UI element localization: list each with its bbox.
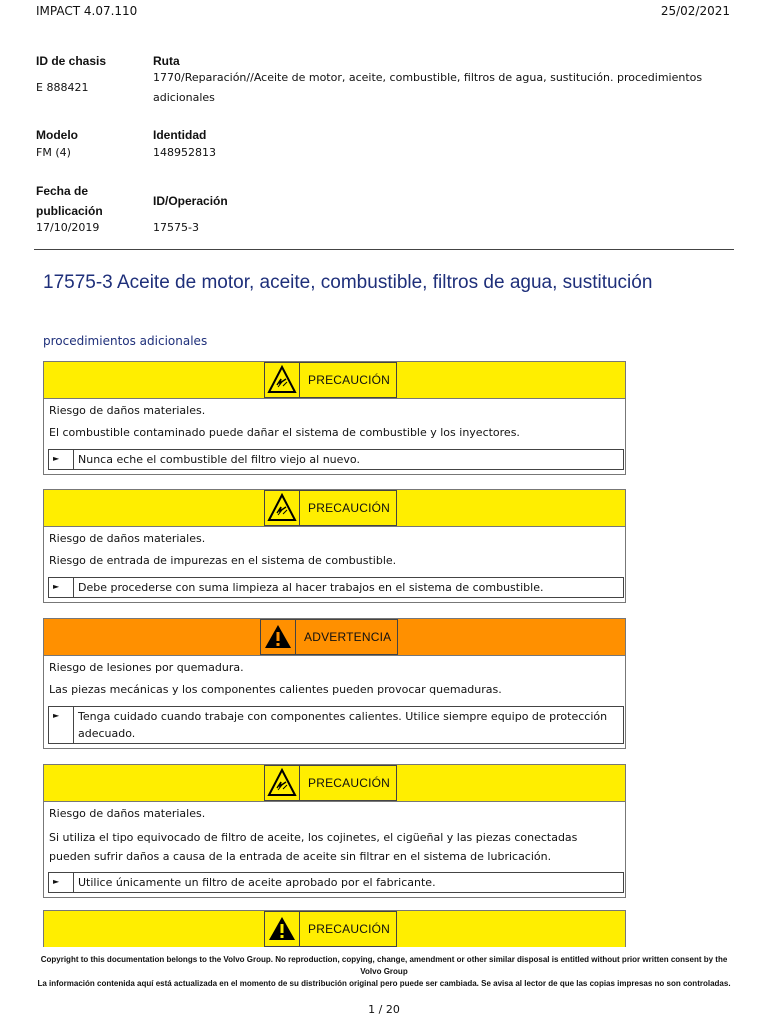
electrical-hazard-icon [265,491,300,525]
bullet-arrow-icon: ► [49,707,74,743]
caution-notice-4 [43,910,626,947]
notice-type: PRECAUCIÓN [308,501,391,515]
exclamation-warning-icon [261,620,296,654]
electrical-hazard-icon [265,363,300,397]
warning-notice [43,618,626,749]
electrical-hazard-icon [265,766,300,800]
bullet-arrow-icon: ► [49,578,74,597]
notice-detail: El combustible contaminado puede dañar el sistema de combustible y los inyectores. [49,426,520,439]
app-version: IMPACT 4.07.110 [36,4,138,18]
notice-step-text: Debe procederse con suma limpieza al hacer trabajos en el sistema de combustible. [78,581,544,594]
page-subtitle: procedimientos adicionales [43,334,208,348]
exclamation-warning-icon [265,912,300,946]
notice-step [48,449,624,470]
notice-step-text: Tenga cuidado cuando trabaje con componentes calientes. Utilice siempre equipo de protección adecuado. [78,710,608,740]
chassis-label: ID de chasis [36,54,107,68]
model-label: Modelo [36,128,78,142]
caution-notice-2 [43,489,626,603]
op-value: 17575-3 [153,221,199,234]
notice-step [48,872,624,893]
notice-step-text: Nunca eche el combustible del filtro viejo al nuevo. [78,453,360,466]
notice-type: PRECAUCIÓN [308,776,391,790]
notice-step [48,577,624,598]
caution-notice-3 [43,764,626,898]
page-number: 1 / 20 [368,1003,400,1016]
bullet-arrow-icon: ► [49,873,74,892]
pub-value: 17/10/2019 [36,221,100,234]
route-label: Ruta [153,54,180,68]
notice-detail: Riesgo de entrada de impurezas en el sistema de combustible. [49,554,397,567]
notice-type: PRECAUCIÓN [308,922,391,936]
model-value: FM (4) [36,146,71,159]
notice-detail: Si utiliza el tipo equivocado de filtro de aceite, los cojinetes, el cigüeñal y las piezas conectadas pueden sufrir daños a causa de la entrada de aceite sin filtrar en el sistema de lubricación. [49,831,578,863]
chassis-value: E 888421 [36,81,89,94]
notice-step-text: Utilice únicamente un filtro de aceite aprobado por el fabricante. [78,876,436,889]
print-date: 25/02/2021 [660,4,730,18]
notice-header [44,911,625,947]
notice-detail: Las piezas mecánicas y los componentes calientes pueden provocar quemaduras. [49,683,502,696]
notice-header [44,765,625,802]
copyright-notice: Copyright to this documentation belongs to the Volvo Group. No reproduction, copying, change, amendment or other similar disposal is entitled without prior written consent by the Volvo Group [30,954,738,978]
route-value: 1770/Reparación//Aceite de motor, aceite, combustible, filtros de agua, sustitución. procedimientos adicionales [153,71,703,104]
pub-label-1: Fecha de [36,184,89,198]
notice-risk: Riesgo de daños materiales. [49,532,206,545]
page-title: 17575-3 Aceite de motor, aceite, combustible, filtros de agua, sustitución [43,272,653,293]
notice-step [48,706,624,744]
identity-label: Identidad [153,128,207,142]
op-label: ID/Operación [153,194,228,208]
notice-risk: Riesgo de daños materiales. [49,807,206,820]
identity-value: 148952813 [153,146,216,159]
notice-type: PRECAUCIÓN [308,373,391,387]
bullet-arrow-icon: ► [49,450,74,469]
info-notice: La información contenida aquí está actualizada en el momento de su distribución original pero puede ser cambiada. Se avisa al lector de que las copias impresas no son controladas. [37,979,731,988]
notice-risk: Riesgo de lesiones por quemadura. [49,661,244,674]
notice-header [44,490,625,527]
header-divider [34,249,734,250]
notice-header [44,362,625,399]
notice-header [44,619,625,656]
notice-type: ADVERTENCIA [304,630,392,644]
caution-notice-1 [43,361,626,475]
pub-label-2: publicación [36,204,103,218]
notice-risk: Riesgo de daños materiales. [49,404,206,417]
